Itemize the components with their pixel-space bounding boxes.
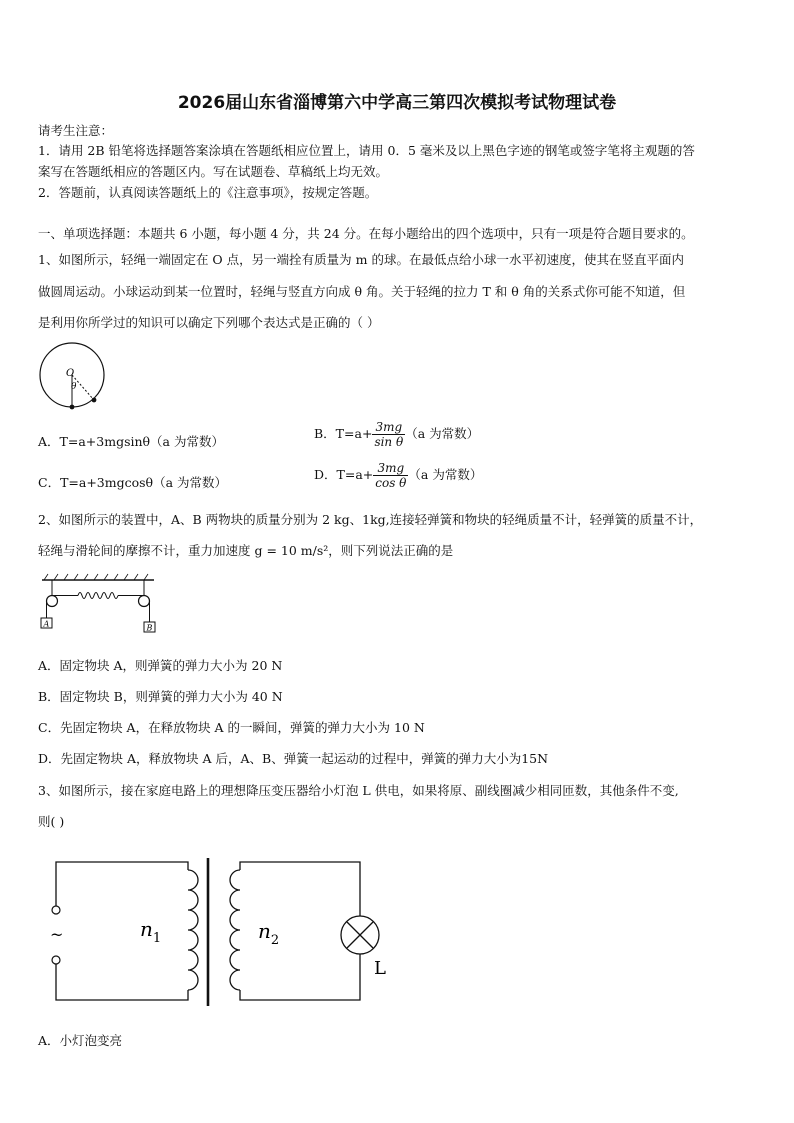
- q3-fig-n2-subscript: 2: [270, 933, 280, 948]
- q2-option-d: D．先固定物块 A，释放物块 A 后，A、B、弹簧一起运动的过程中，弹簧的弹力大小为15N: [38, 751, 549, 766]
- q1-line-2: 做圆周运动。小球运动到某一位置时，轻绳与竖直方向成 θ 角。关于轻绳的拉力 T 和 θ 角的关系式你可能不知道，但: [38, 284, 686, 299]
- q3-fig-n1-label: [140, 917, 161, 946]
- q1-circle-figure: [34, 340, 114, 416]
- q3-line-1: 3、如图所示，接在家庭电路上的理想降压变压器给小灯泡 L 供电，如果将原、副线圈减少相同匝数，其他条件不变,: [38, 783, 679, 798]
- q1-option-b-suffix: （a 为常数）: [405, 426, 480, 441]
- q2-spring-pulley-figure: [38, 570, 160, 640]
- q3-fig-n2-letter: n: [258, 919, 271, 943]
- q2-fig-block-a-label: A: [43, 619, 50, 629]
- q1-option-d-denominator: cos θ: [375, 476, 407, 490]
- q1-option-d-fraction: [373, 461, 408, 490]
- q1-option-b: [314, 420, 479, 449]
- q1-option-d-prefix: D．T=a+: [314, 467, 374, 482]
- q1-option-b-denominator: sin θ: [374, 435, 404, 449]
- q3-transformer-figure: [38, 850, 398, 1010]
- q3-line-2: 则( ): [38, 814, 65, 829]
- q3-fig-n2-label: [258, 919, 279, 948]
- page-title: 2026届山东省淄博第六中学高三第四次模拟考试物理试卷: [177, 93, 617, 113]
- q3-fig-n1-letter: n: [140, 917, 153, 941]
- q1-option-b-numerator: 3mg: [372, 420, 405, 435]
- q2-line-1: 2、如图所示的装置中，A、B 两物块的质量分别为 2 kg、1kg,连接轻弹簧和物块的轻绳质量不计，轻弹簧的质量不计，: [38, 512, 703, 527]
- q1-option-b-prefix: B．T=a+: [314, 426, 373, 441]
- q2-fig-block-b-label: B: [146, 623, 153, 633]
- q1-line-1: 1、如图所示，轻绳一端固定在 O 点，另一端拴有质量为 m 的球。在最低点给小球一水平初速度，使其在竖直平面内: [38, 252, 684, 267]
- q1-option-c: C．T=a+3mgcosθ（a 为常数）: [38, 475, 228, 490]
- section-heading: 一、单项选择题：本题共 6 小题，每小题 4 分，共 24 分。在每小题给出的四个选项中，只有一项是符合题目要求的。: [38, 226, 694, 241]
- q3-fig-n1-subscript: 1: [152, 931, 162, 946]
- q2-option-a: A．固定物块 A，则弹簧的弹力大小为 20 N: [38, 658, 283, 673]
- q2-line-2: 轻绳与滑轮间的摩擦不计，重力加速度 g = 10 m/s²，则下列说法正确的是: [38, 543, 454, 558]
- q2-option-c: C．先固定物块 A，在释放物块 A 的一瞬间，弹簧的弹力大小为 10 N: [38, 720, 425, 735]
- notice-item-1b: 案写在答题纸相应的答题区内。写在试题卷、草稿纸上均无效。: [38, 164, 389, 179]
- q3-option-a: A．小灯泡变亮: [38, 1033, 123, 1048]
- q3-fig-ac-symbol: ~: [50, 925, 64, 944]
- q3-fig-lamp-label: L: [374, 958, 386, 979]
- notice-item-2: 2．答题前，认真阅读答题纸上的《注意事项》，按规定答题。: [38, 185, 378, 200]
- q1-option-d-suffix: （a 为常数）: [408, 467, 483, 482]
- notice-item-1a: 1．请用 2B 铅笔将选择题答案涂填在答题纸相应位置上，请用 0．5 毫米及以上黑色字迹的钢笔或签字笔将主观题的答: [38, 143, 695, 158]
- notice-heading: 请考生注意：: [38, 123, 114, 138]
- q1-fig-o-label: O: [66, 368, 75, 379]
- q1-option-d-numerator: 3mg: [373, 461, 408, 476]
- q1-option-d: [314, 461, 482, 490]
- q2-option-b: B．固定物块 B，则弹簧的弹力大小为 40 N: [38, 689, 283, 704]
- q1-option-b-fraction: [372, 420, 405, 449]
- q1-fig-theta-label: θ: [71, 382, 77, 392]
- q1-line-3: 是利用你所学过的知识可以确定下列哪个表达式是正确的（ ）: [38, 315, 380, 330]
- q1-option-a: A．T=a+3mgsinθ（a 为常数）: [38, 434, 224, 449]
